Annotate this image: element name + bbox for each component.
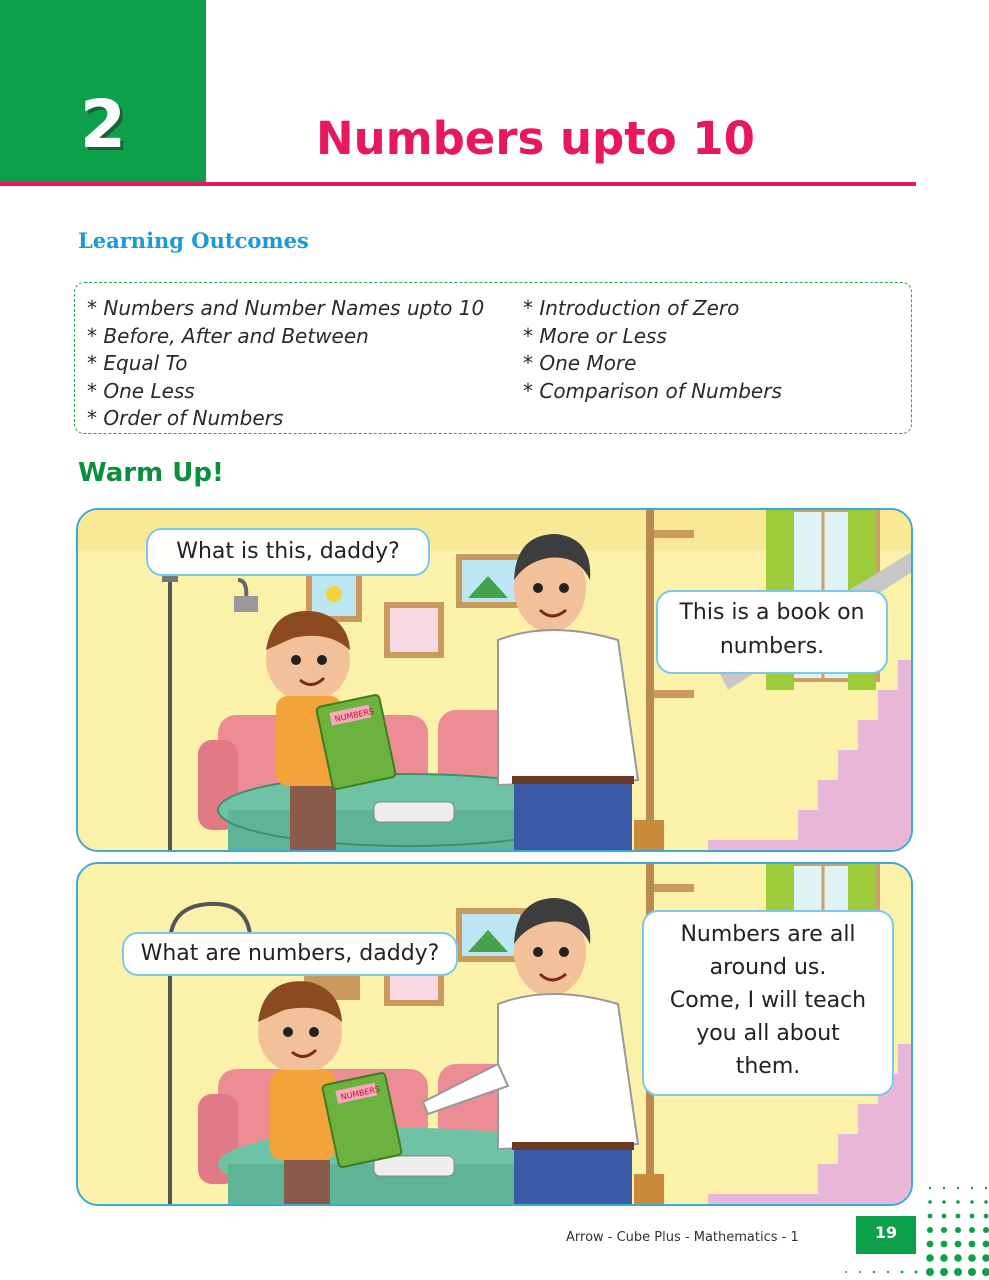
- learning-outcomes-box: [74, 282, 912, 434]
- dad-speech-bubble-2: [642, 910, 894, 1096]
- page-number: 19: [856, 1216, 916, 1254]
- dad-speech-bubble-1: [656, 590, 888, 674]
- dad-speech-line: them.: [735, 1054, 801, 1079]
- outcome-item: * Numbers and Number Names upto 10: [87, 296, 485, 320]
- comic-panel-2: [76, 862, 913, 1206]
- outcome-item: * One Less: [87, 378, 195, 403]
- outcome-item: * More or Less: [523, 323, 667, 348]
- boy-speech-bubble-1: What is this, daddy?: [146, 528, 430, 576]
- outcome-item: * Comparison of Numbers: [523, 378, 782, 403]
- dad-speech-line: This is a book on: [679, 600, 865, 625]
- dad-speech-line: Come, I will teach: [669, 988, 867, 1013]
- outcome-item: * One More: [523, 351, 637, 375]
- chapter-title: Numbers upto 10: [316, 112, 755, 165]
- outcomes-right-column: [523, 295, 782, 405]
- outcome-item: * Equal To: [87, 351, 188, 375]
- outcomes-left-column: [87, 295, 484, 433]
- outcome-item: * Introduction of Zero: [523, 296, 740, 320]
- chapter-number: 2: [80, 86, 126, 163]
- dad-speech-line: around us.: [709, 955, 827, 980]
- dad-speech-line: you all about: [696, 1021, 840, 1046]
- learning-outcomes-heading: Learning Outcomes: [78, 228, 309, 253]
- dad-speech-line: numbers.: [719, 634, 825, 660]
- book-label-2: NUMBERS: [339, 1084, 381, 1102]
- title-divider: [0, 182, 916, 186]
- boy-speech-bubble-2: What are numbers, daddy?: [122, 932, 458, 976]
- dad-speech-line: Numbers are all: [680, 922, 856, 947]
- comic-panel-1: [76, 508, 913, 852]
- outcome-item: * Before, After and Between: [87, 323, 369, 348]
- book-label-1: NUMBERS: [333, 706, 375, 724]
- outcome-item: * Order of Numbers: [87, 406, 284, 430]
- footer-book-title: Arrow - Cube Plus - Mathematics - 1: [566, 1230, 799, 1245]
- warm-up-heading: Warm Up!: [78, 458, 224, 488]
